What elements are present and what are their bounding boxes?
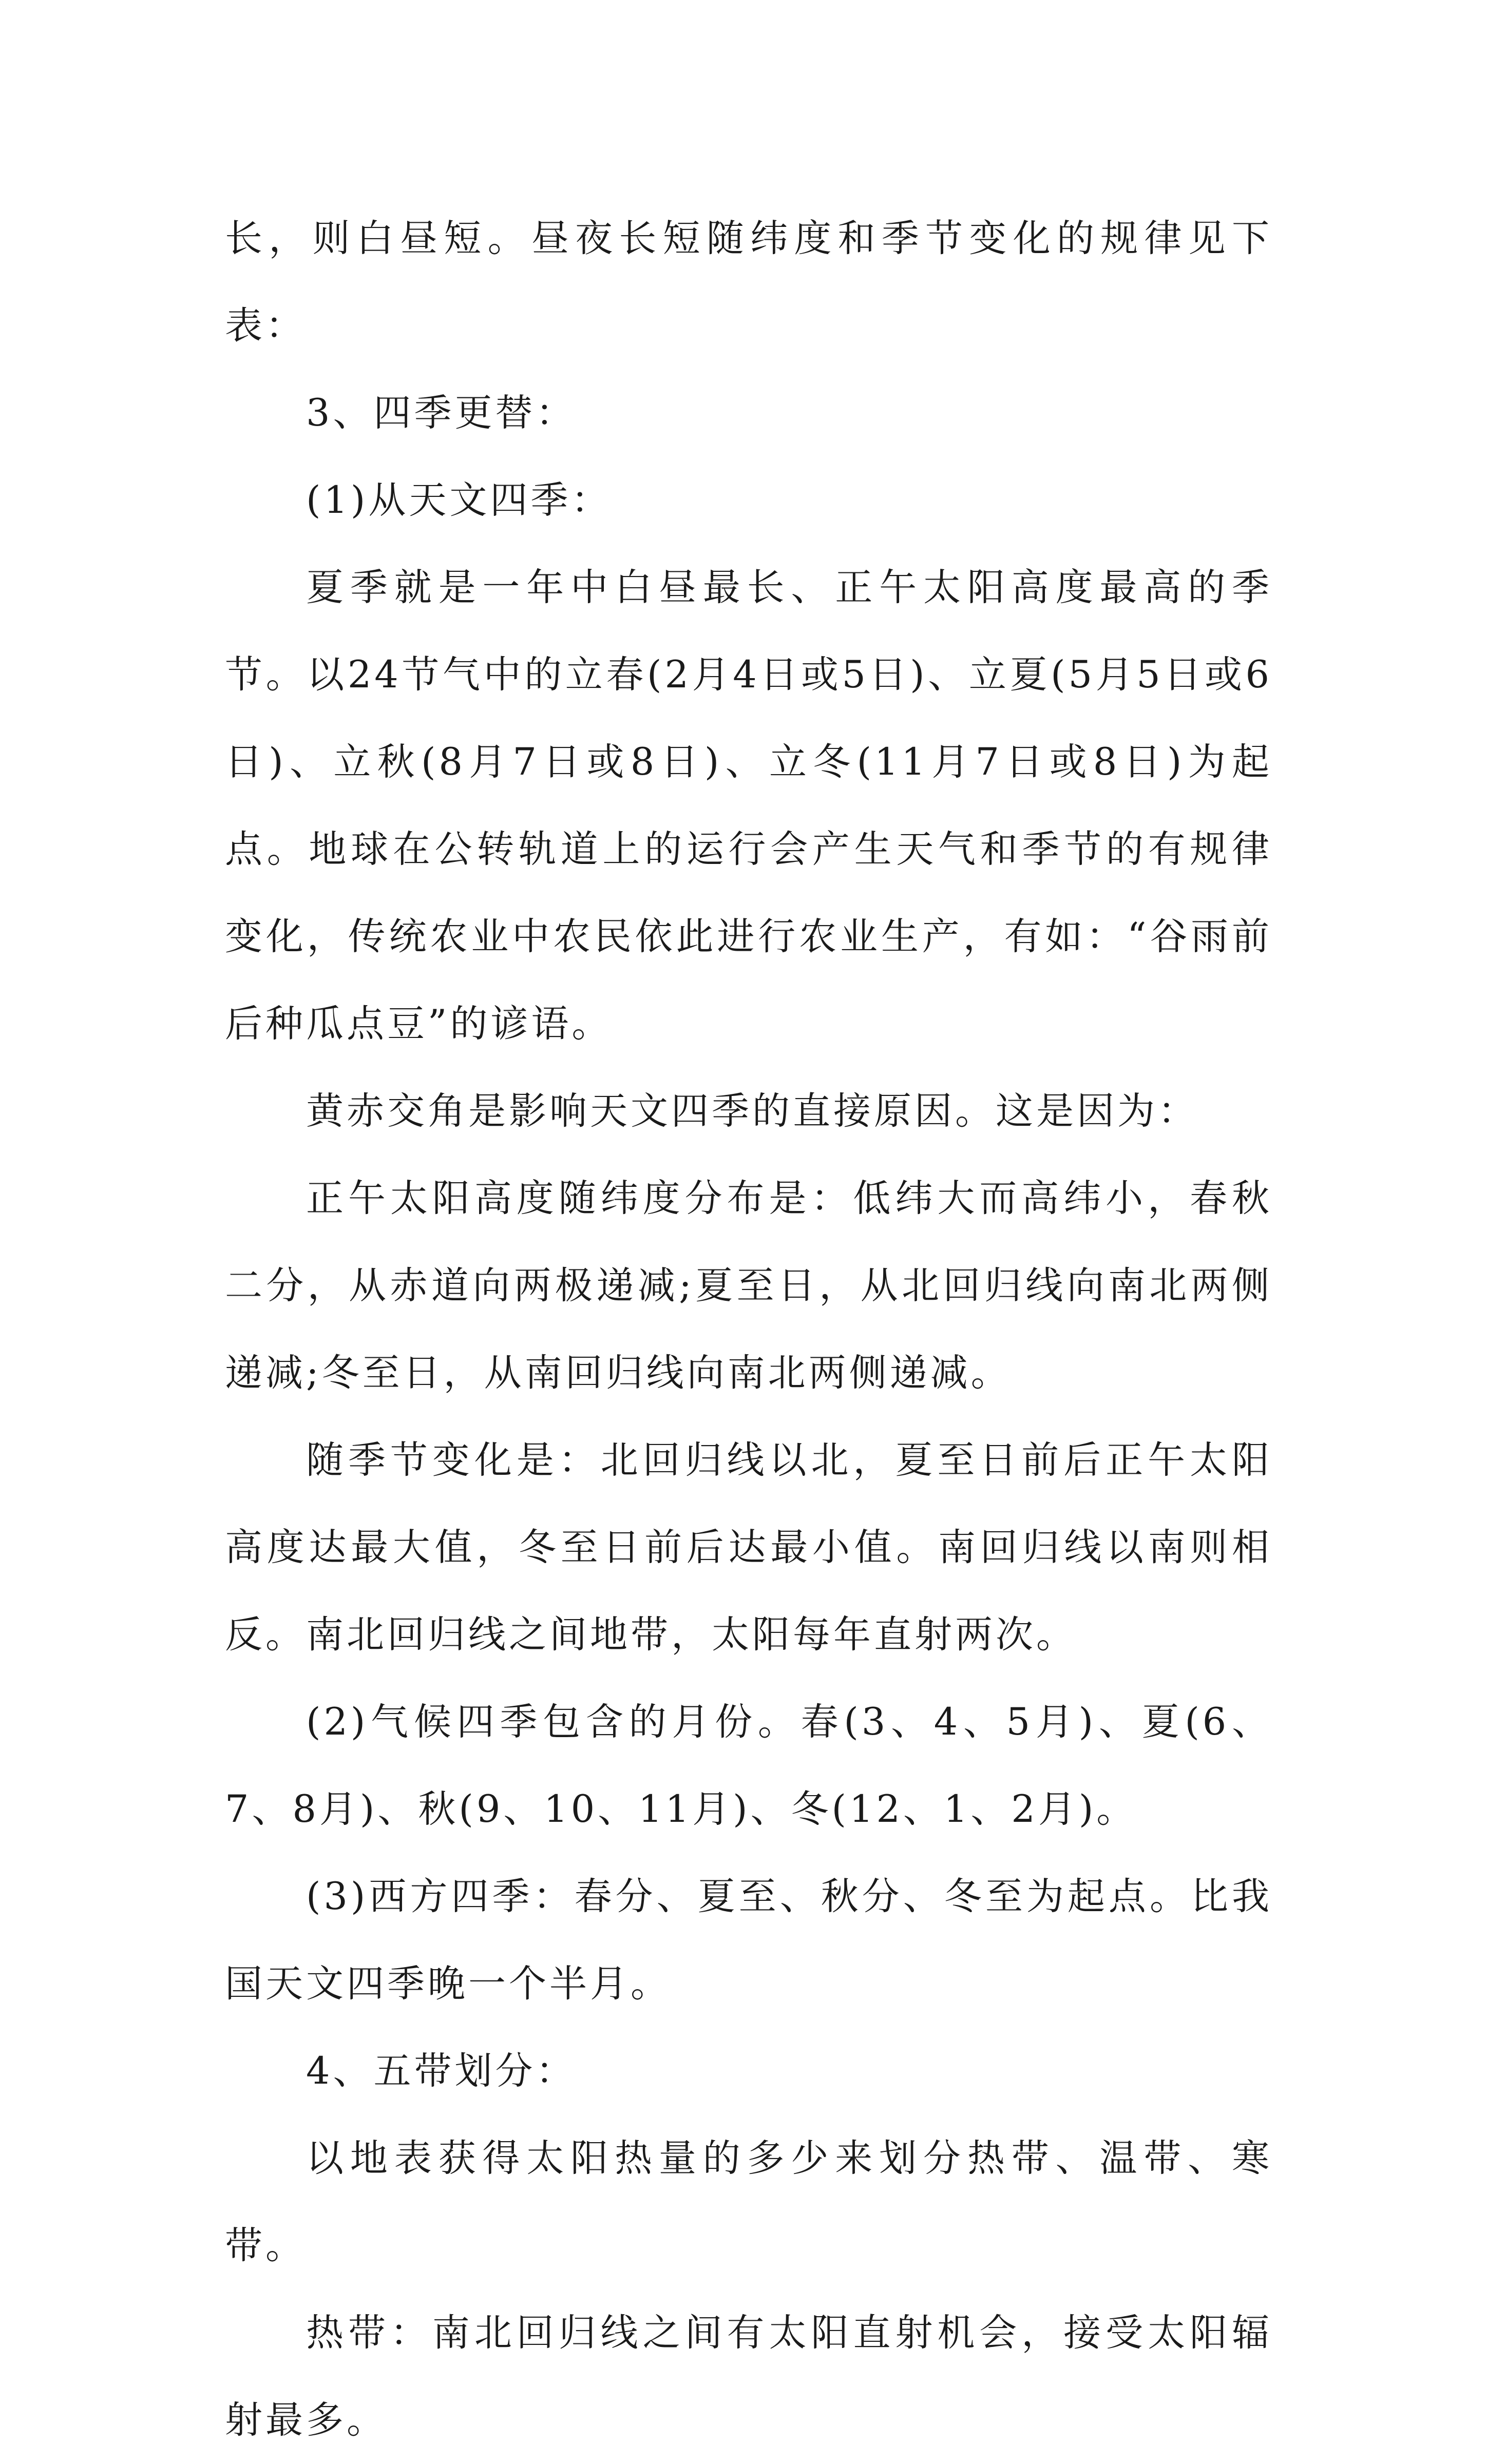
- paragraph-summer-definition: 夏季就是一年中白昼最长、正午太阳高度最高的季节。以24节气中的立春(2月4日或5日)、立夏(5月5日或6日)、立秋(8月7日或8日)、立冬(11月7日或8日)为起点。地球在公转轨道上的运行会产生天气和季节的有规律变化，传统农业中农民依此进行农业生产，有如：“谷雨前后种瓜点豆”的谚语。: [225, 566, 1272, 1046]
- heading-four-seasons: 3、四季更替：: [306, 391, 577, 435]
- paragraph-zone-division: 以地表获得太阳热量的多少来划分热带、温带、寒带。: [225, 2136, 1272, 2267]
- paragraph-western-seasons: (3)西方四季：春分、夏至、秋分、冬至为起点。比我国天文四季晚一个半月。: [225, 1875, 1272, 2006]
- paragraph-tropical-zone: 热带：南北回归线之间有太阳直射机会，接受太阳辐射最多。: [225, 2311, 1272, 2442]
- subheading-astronomical-seasons: (1)从天文四季：: [306, 478, 612, 522]
- document-body: [225, 195, 1272, 2464]
- paragraph-climate-seasons: (2)气候四季包含的月份。春(3、4、5月)、夏(6、7、8月)、秋(9、10、11月)、冬(12、1、2月)。: [225, 1700, 1272, 1831]
- paragraph-sun-altitude-latitude: 正午太阳高度随纬度分布是：低纬大而高纬小，春秋二分，从赤道向两极递减;夏至日，从北回归线向南北两侧递减;冬至日，从南回归线向南北两侧递减。: [225, 1177, 1272, 1395]
- paragraph-obliquity-cause: 黄赤交角是影响天文四季的直接原因。这是因为：: [306, 1089, 1198, 1133]
- heading-five-zones: 4、五带划分：: [306, 2049, 577, 2093]
- paragraph-continuation: 长，则白昼短。昼夜长短随纬度和季节变化的规律见下表：: [225, 217, 1272, 348]
- paragraph-sun-altitude-season: 随季节变化是：北回归线以北，夏至日前后正午太阳高度达最大值，冬至日前后达最小值。南回归线以南则相反。南北回归线之间地带，太阳每年直射两次。: [225, 1438, 1272, 1657]
